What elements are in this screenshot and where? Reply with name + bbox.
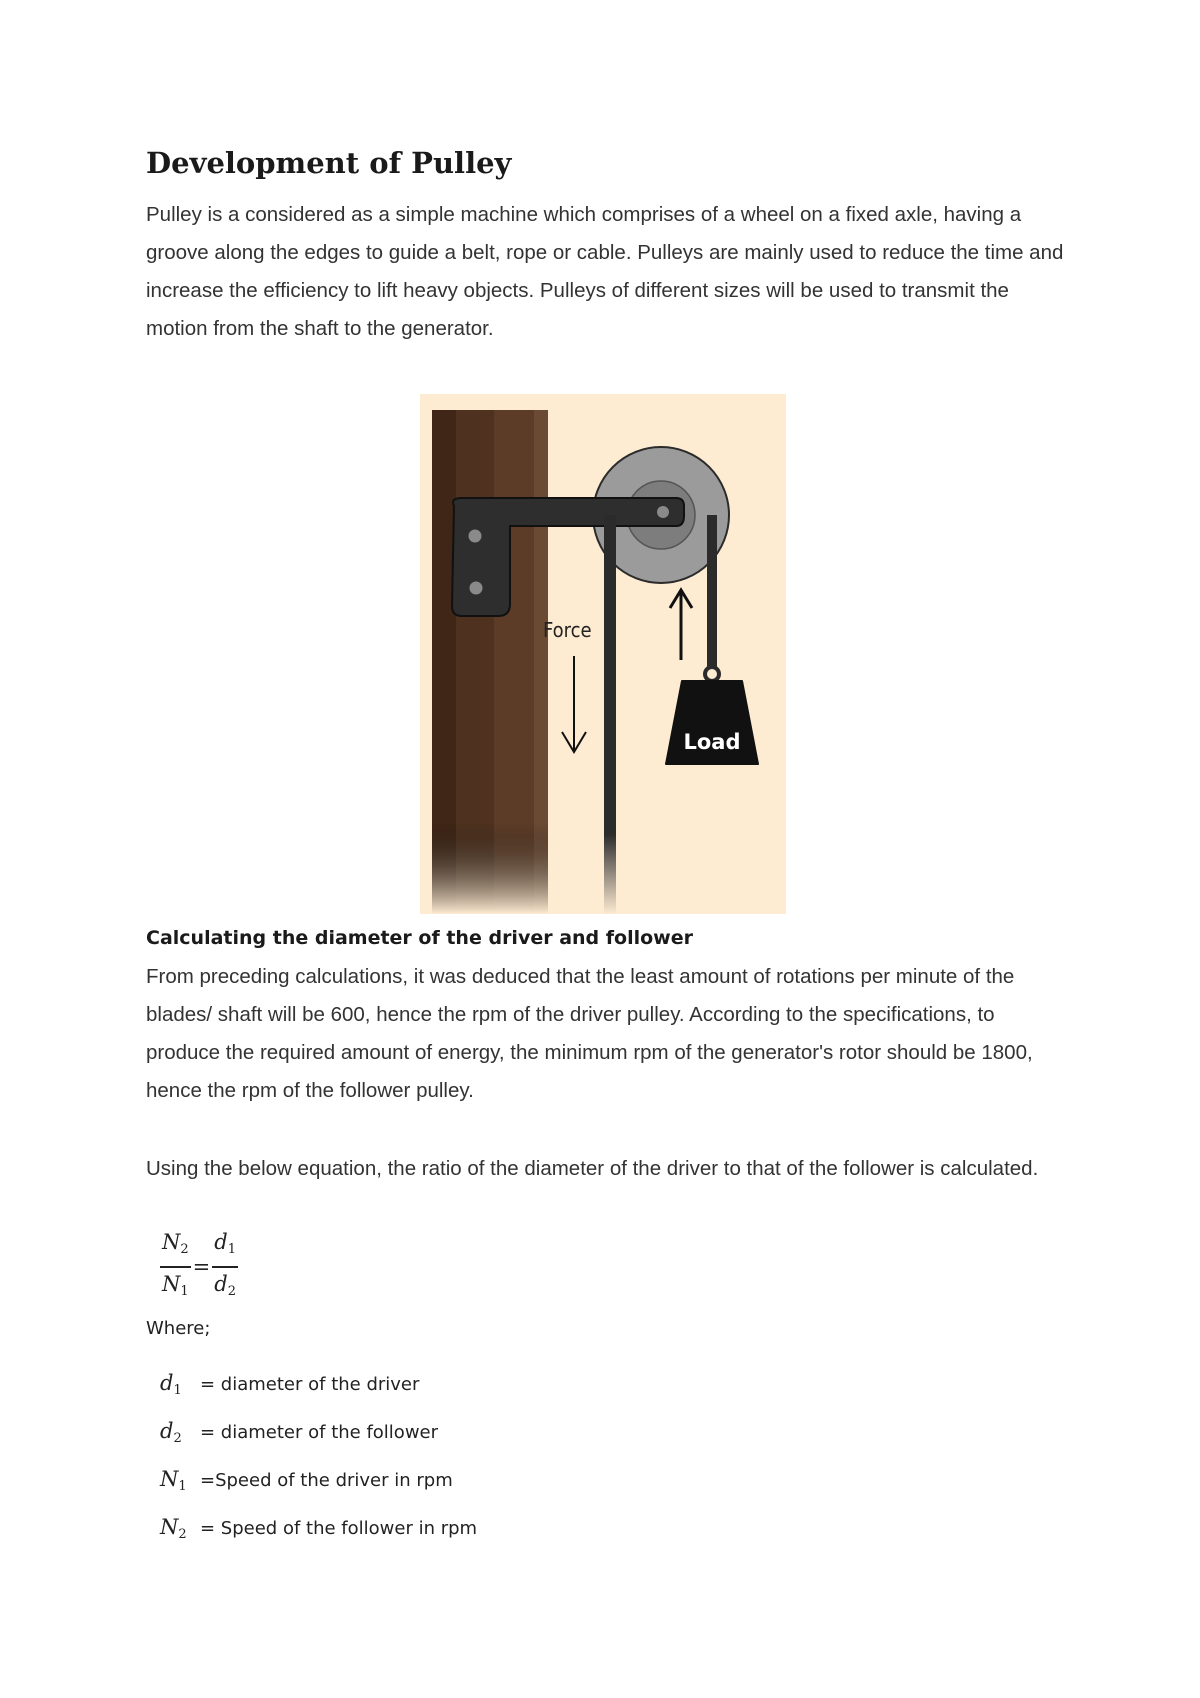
page-title: Development of Pulley (146, 146, 512, 180)
where-label: Where; (146, 1318, 211, 1339)
load-label: Load (683, 730, 741, 754)
intro-paragraph: Pulley is a considered as a simple machine which comprises of a wheel on a fixed axle, having a groove along the edges to guide a belt, rope or cable. Pulleys are mainly used to reduce the time and increase the efficiency to lift heavy objects. Pulleys of different sizes will be used to transmit the motion from the shaft to the generator. (146, 203, 1064, 340)
definition-symbol: $N_1$ (160, 1466, 187, 1494)
definition-symbol: $d_2$ (160, 1418, 182, 1446)
definition-item (160, 1408, 477, 1456)
diameter-ratio-equation (160, 1232, 238, 1302)
force-label: Force (543, 618, 592, 642)
section-heading: Calculating the diameter of the driver and follower (146, 927, 693, 949)
wooden-post (432, 410, 548, 914)
definition-text: =Speed of the driver in rpm (200, 1469, 453, 1491)
definition-item (160, 1360, 477, 1408)
pulley-illustration (420, 394, 786, 914)
equation-intro: Using the below equation, the ratio of the diameter of the driver to that of the follower is calculated. (146, 1157, 1039, 1180)
definition-text: = Speed of the follower in rpm (200, 1517, 478, 1539)
definition-text: = diameter of the driver (200, 1373, 420, 1395)
speed-ratio: $\frac{N_2}{N_1}$ (162, 1230, 189, 1299)
definition-symbol: $N_2$ (160, 1514, 187, 1542)
pulley-diagram (420, 394, 786, 914)
diameter-ratio: $\frac{d_1}{d_2}$ (214, 1230, 236, 1299)
definition-item (160, 1504, 477, 1552)
definition-symbol: $d_1$ (160, 1370, 182, 1398)
calc-paragraph: From preceding calculations, it was deduced that the least amount of rotations per minute of the blades/ shaft will be 600, hence the rpm of the driver pulley. According to the specifications, to produce the required amount of energy, the minimum rpm of the generator's rotor should be 1800, hence the rpm of the follower pulley. (146, 965, 1033, 1102)
definition-item (160, 1456, 477, 1504)
variable-definitions (160, 1360, 477, 1552)
equals-sign: = (192, 1255, 211, 1279)
definition-text: = diameter of the follower (200, 1421, 439, 1443)
